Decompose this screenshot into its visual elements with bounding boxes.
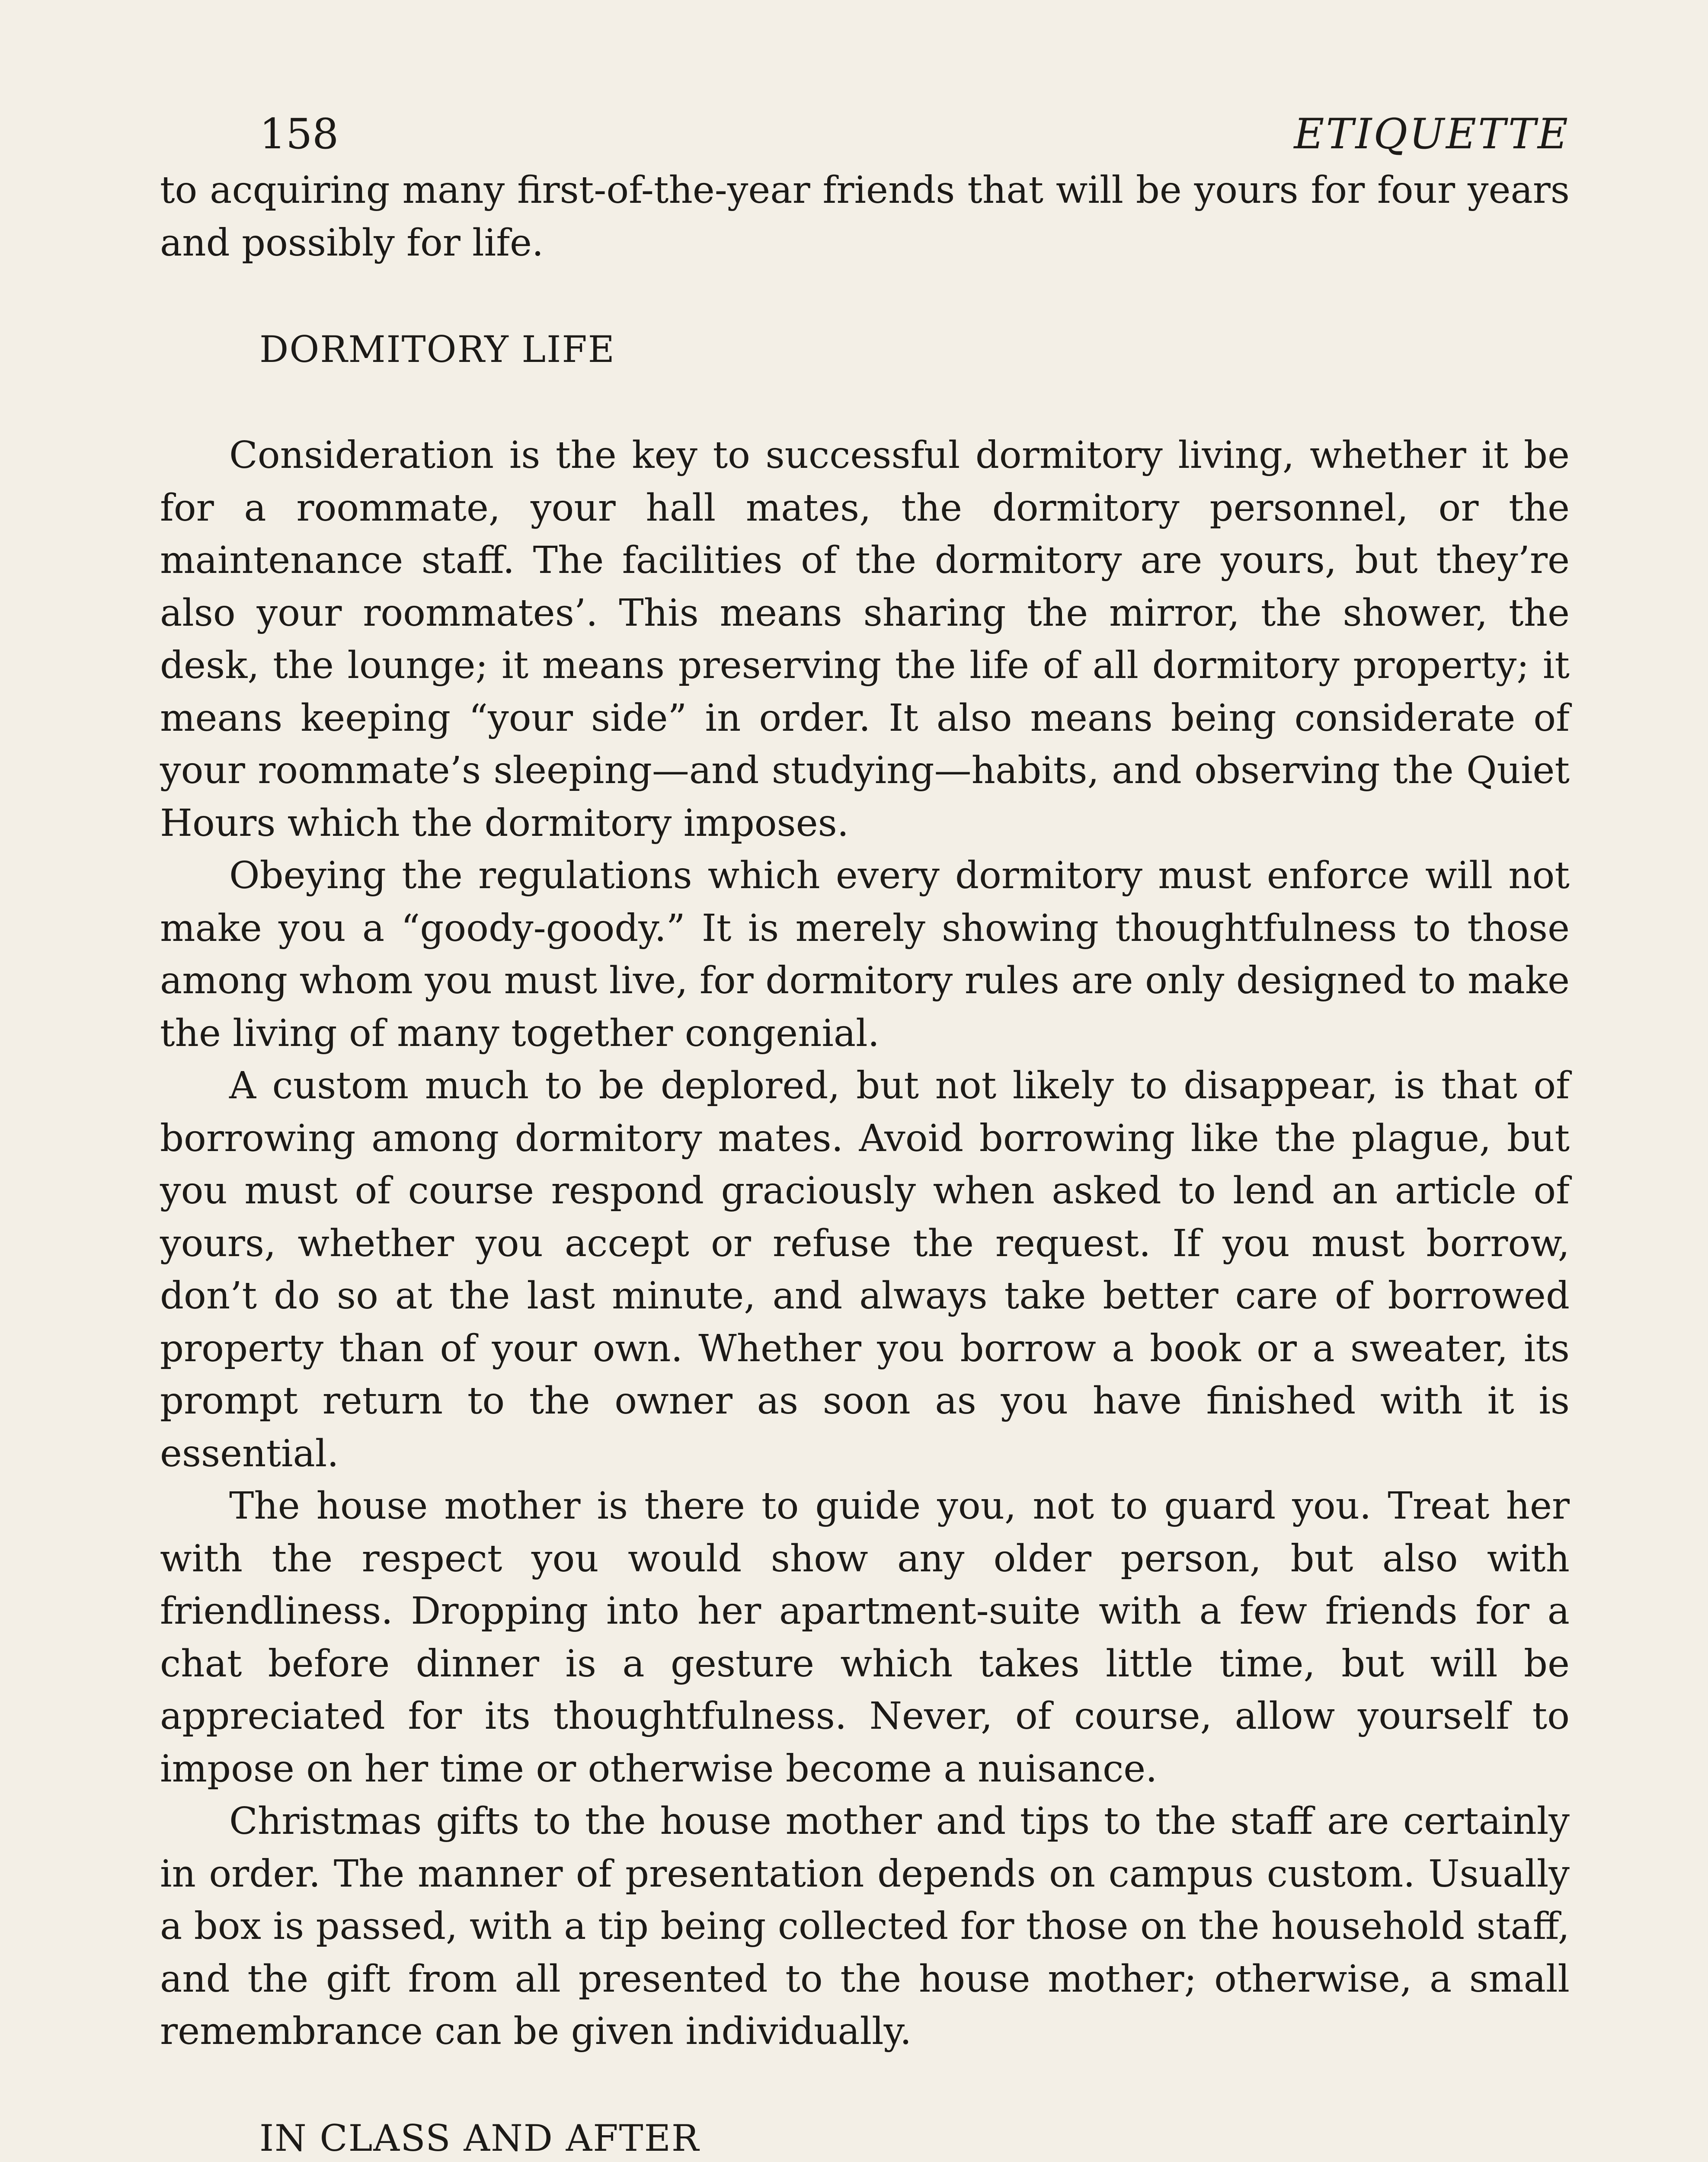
continuation-paragraph: to acquiring many first-of-the-year friends that will be yours for four years and possibly for life. (160, 169, 1570, 265)
page-number: 158 (259, 110, 339, 158)
paragraph: Consideration is the key to successful dormitory living, whether it be for a roommate, your hall mates, the dormitory personnel, or the maintenance staff. The facilities of the dormitory are yours, but they’re also your roommates’. This means sharing the mirror, the shower, the desk, the lounge; it means preserving the life of all dormitory property; it means keeping “your side” in order. It also means being considerate of your roommate’s sleeping—and studying—habits, and observing the Quiet Hours which the dormitory imposes. (160, 434, 1570, 845)
paragraph: Christmas gifts to the house mother and tips to the staff are certainly in order. The manner of presentation depends on campus custom. Usually a box is passed, with a tip being collected for those on the household staff, and the gift from all presented to the house mother; otherwise, a small remembrance can be given individually. (160, 1800, 1570, 2053)
section-heading-in-class-and-after: IN CLASS AND AFTER (259, 2117, 700, 2159)
book-page (160, 108, 1570, 2162)
running-title: ETIQUETTE (1294, 110, 1570, 158)
body-text (160, 164, 1570, 2162)
section-heading-dormitory-life: DORMITORY LIFE (259, 328, 615, 371)
running-head (160, 108, 1570, 164)
paragraph: The house mother is there to guide you, not to guard you. Treat her with the respect you would show any older person, but also with friendliness. Dropping into her apartment-suite with a few friends for a chat before dinner is a gesture which takes little time, but will be appreciated for its thoughtfulness. Never, of course, allow yourself to impose on her time or otherwise become a nuisance. (160, 1484, 1570, 1791)
paragraph: Obeying the regulations which every dormitory must enforce will not make you a “goody-goody.” It is merely showing thoughtfulness to those among whom you must live, for dormitory rules are only designed to make the living of many together congenial. (160, 854, 1570, 1055)
paragraph: A custom much to be deplored, but not likely to disappear, is that of borrowing among dormitory mates. Avoid borrowing like the plague, but you must of course respond graciously when asked to lend an article of yours, whether you accept or refuse the request. If you must borrow, don’t do so at the last minute, and always take better care of borrowed property than of your own. Whether you borrow a book or a sweater, its prompt return to the owner as soon as you have finished with it is essential. (160, 1064, 1570, 1475)
